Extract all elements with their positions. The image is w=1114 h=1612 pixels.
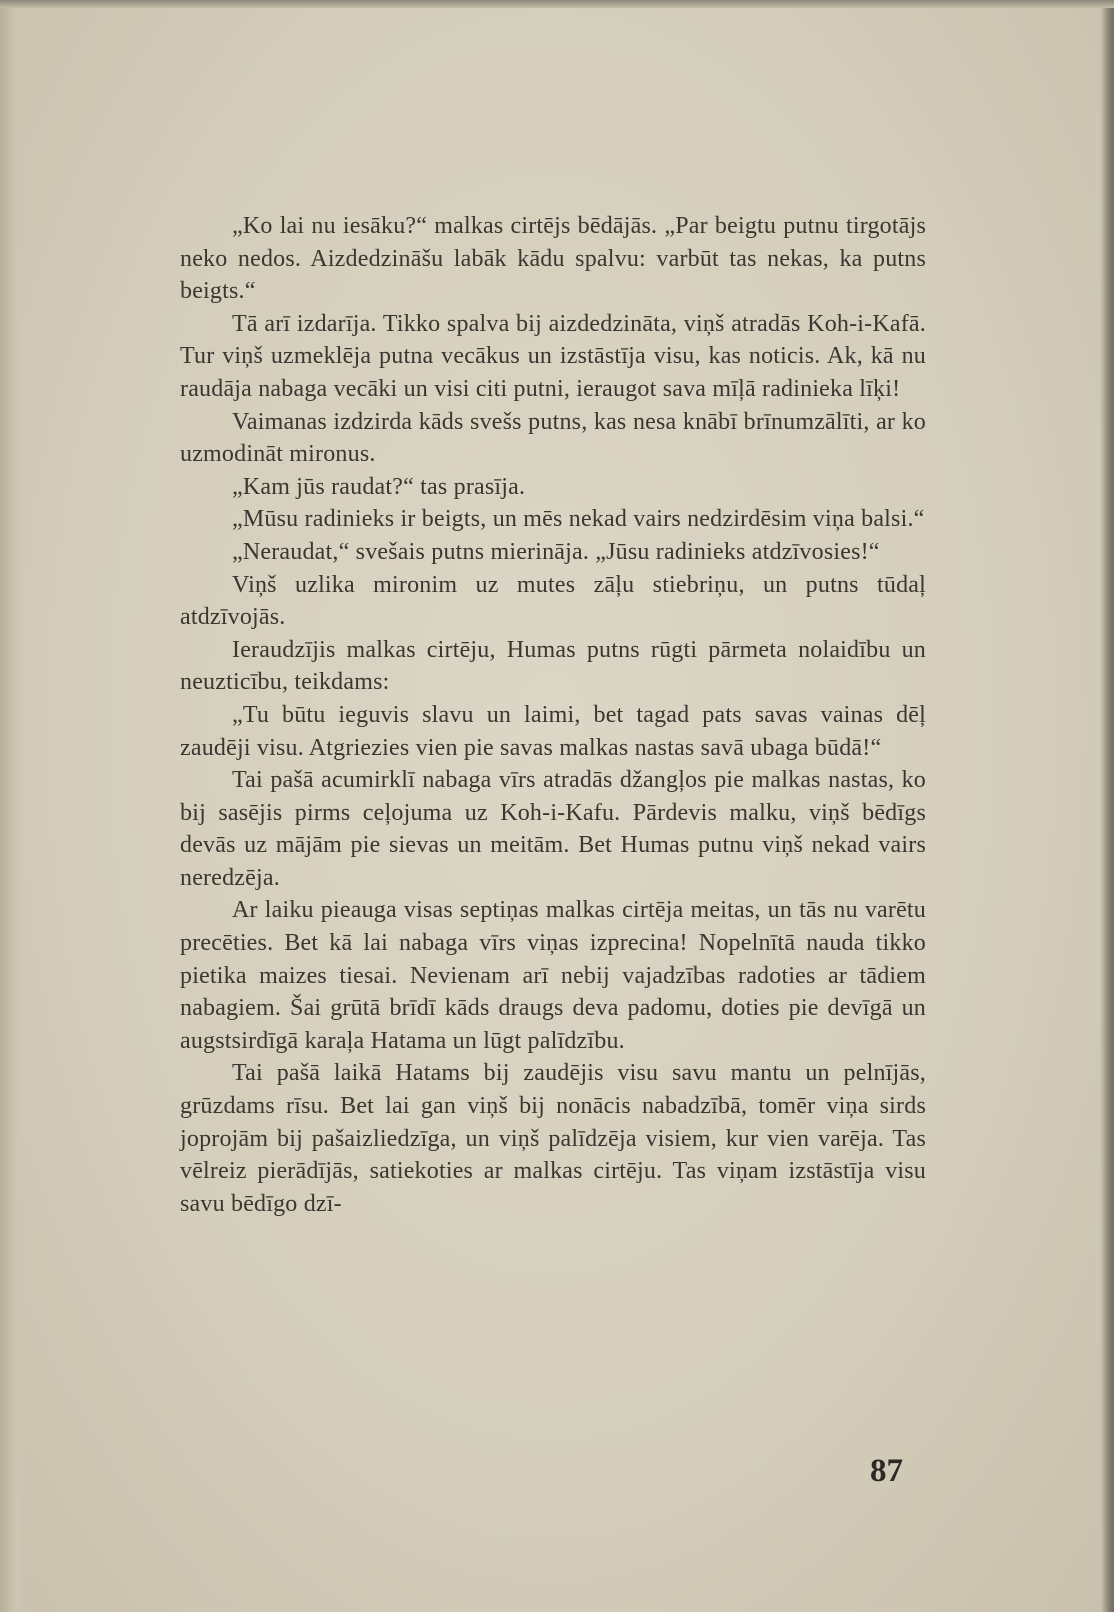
paragraph: „Kam jūs raudat?“ tas prasīja.	[232, 473, 526, 500]
paragraph: Ar laiku pieauga visas septiņas malkas cirtēja meitas, un tās nu varētu precēties. Bet kā lai nabaga vīrs viņas izprecina! Nopelnītā nauda tikko pietika maizes tiesai. Nevienam arī nebij vajadzības radoties ar tādiem nabagiem. Šai grūtā brīdī kāds draugs deva padomu, doties pie devīgā un augstsirdīgā karaļa Hatama un lūgt palīdzību.	[180, 897, 926, 1054]
paragraph: „Ko lai nu iesāku?“ malkas cirtējs bēdājās. „Par beigtu putnu tirgotājs neko nedos. Aizdedzināšu labāk kādu spalvu: varbūt tas nekas, ka putns beigts.“	[180, 213, 926, 305]
paragraph: „Mūsu radinieks ir beigts, un mēs nekad vairs nedzirdēsim viņa balsi.“	[232, 506, 925, 533]
page-top-edge	[0, 0, 1114, 8]
paragraph: Viņš uzlika mironim uz mutes zāļu stiebriņu, un putns tūdaļ atdzīvojās.	[180, 571, 926, 631]
paragraph: Ieraudzījis malkas cirtēju, Humas putns rūgti pārmeta nolaidību un neuzticību, teikdams:	[180, 636, 926, 696]
body-text	[180, 210, 926, 1220]
paragraph: Tā arī izdarīja. Tikko spalva bij aizdedzināta, viņš atradās Koh-i-Kafā. Tur viņš uzmeklēja putna vecākus un izstāstīja visu, kas noticis. Ak, kā nu raudāja nabaga vecāki un visi citi putni, ieraugot sava mīļā radinieka līķi!	[180, 310, 926, 402]
page-gutter-shadow	[0, 0, 28, 1612]
paragraph: „Tu būtu ieguvis slavu un laimi, bet tagad pats savas vainas dēļ zaudēji visu. Atgriezies vien pie savas malkas nastas savā ubaga būdā!“	[180, 701, 926, 761]
paragraph: Tai pašā acumirklī nabaga vīrs atradās džangļos pie malkas nastas, ko bij sasējis pirms ceļojuma uz Koh-i-Kafu. Pārdevis malku, viņš bēdīgs devās uz mājām pie sievas un meitām. Bet Humas putnu viņš nekad vairs neredzēja.	[180, 767, 926, 891]
page-right-edge	[1100, 0, 1114, 1612]
page-number: 87	[870, 1453, 903, 1489]
paragraph: Vaimanas izdzirda kāds svešs putns, kas nesa knābī brīnumzālīti, ar ko uzmodināt mironus.	[180, 408, 926, 468]
paragraph: Tai pašā laikā Hatams bij zaudējis visu savu mantu un pelnījās, grūzdams rīsu. Bet lai gan viņš bij nonācis nabadzībā, tomēr viņa sirds joprojām bij pašaizliedzīga, un viņš palīdzēja visiem, kur vien varēja. Tas vēlreiz pierādījās, satiekoties ar malkas cirtēju. Tas viņam izstāstīja visu savu bēdīgo dzī-	[180, 1060, 926, 1217]
paragraph: „Neraudat,“ svešais putns mierināja. „Jūsu radinieks atdzīvosies!“	[232, 538, 880, 565]
